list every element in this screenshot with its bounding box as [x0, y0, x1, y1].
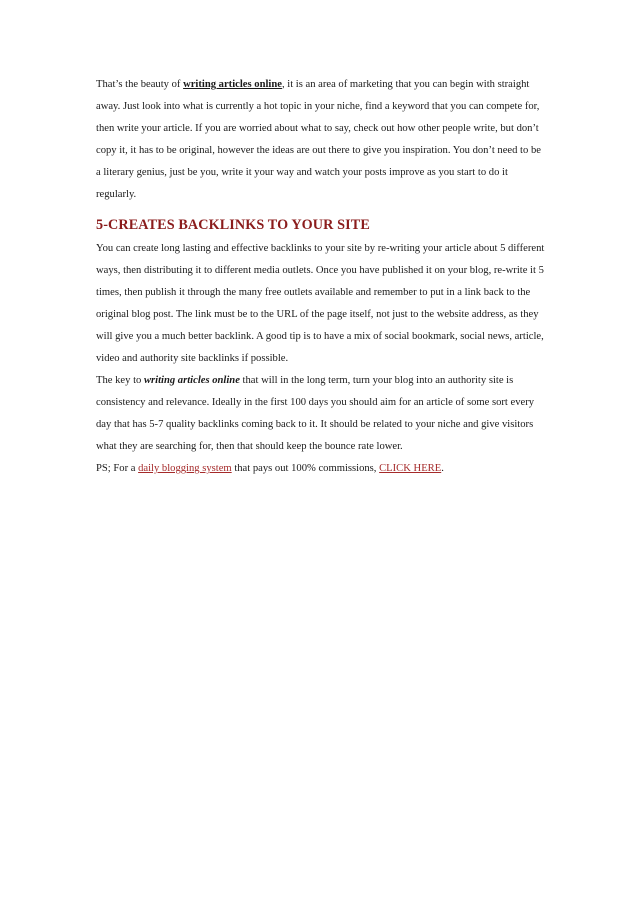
paragraph-intro — [96, 74, 546, 206]
paragraph-backlinks: You can create long lasting and effective backlinks to your site by re-writing your article about 5 different ways, then distributing it to different media outlets. Once you have published it on your blog, re-write it 5 times, then publish it through the many free outlets available and remember to put in a link back to the original blog post. The link must be to the URL of the page itself, not just to the website address, as they will give you a much better backlink. A good tip is to have a mix of social bookmark, social news, article, video and authority site backlinks if possible. — [96, 243, 545, 364]
daily-blogging-system-link[interactable]: daily blogging system — [138, 463, 232, 474]
paragraph-key — [96, 370, 546, 458]
writing-articles-online-emphasis: writing articles online — [143, 375, 240, 386]
document-page — [96, 74, 546, 480]
paragraph-key-pre: The key to — [96, 375, 144, 386]
ps-pre: PS; For a — [96, 463, 139, 474]
section-heading-backlinks: 5-CREATES BACKLINKS TO YOUR SITE — [96, 217, 370, 233]
paragraph-intro-post: , it is an area of marketing that you can begin with straight away. Just look into what is currently a hot topic in your niche, find a keyword that you can compete for, then write your article. If you are worried about what to say, check out how other people write, but don’t copy it, it has to be original, however the ideas are out there to give you inspiration. You don’t need to be a literary genius, just be you, write it your way and watch your posts improve as you start to do it regularly. — [96, 79, 541, 200]
click-here-link[interactable]: CLICK HERE — [379, 463, 442, 474]
paragraph-ps — [96, 458, 546, 480]
writing-articles-online-link[interactable]: writing articles online — [183, 79, 282, 90]
paragraph-key-post: that will in the long term, turn your blog into an authority site is consistency and relevance. Ideally in the first 100 days you should aim for an article of some sort every day that has 5-7 quality backlinks coming back to it. It should be related to your niche and give visitors what they are searching for, then that should keep the bounce rate lower. — [96, 375, 535, 452]
ps-post: . — [441, 463, 444, 474]
paragraph-intro-pre: That’s the beauty of — [96, 79, 184, 90]
ps-mid: that pays out 100% commissions, — [231, 463, 380, 474]
